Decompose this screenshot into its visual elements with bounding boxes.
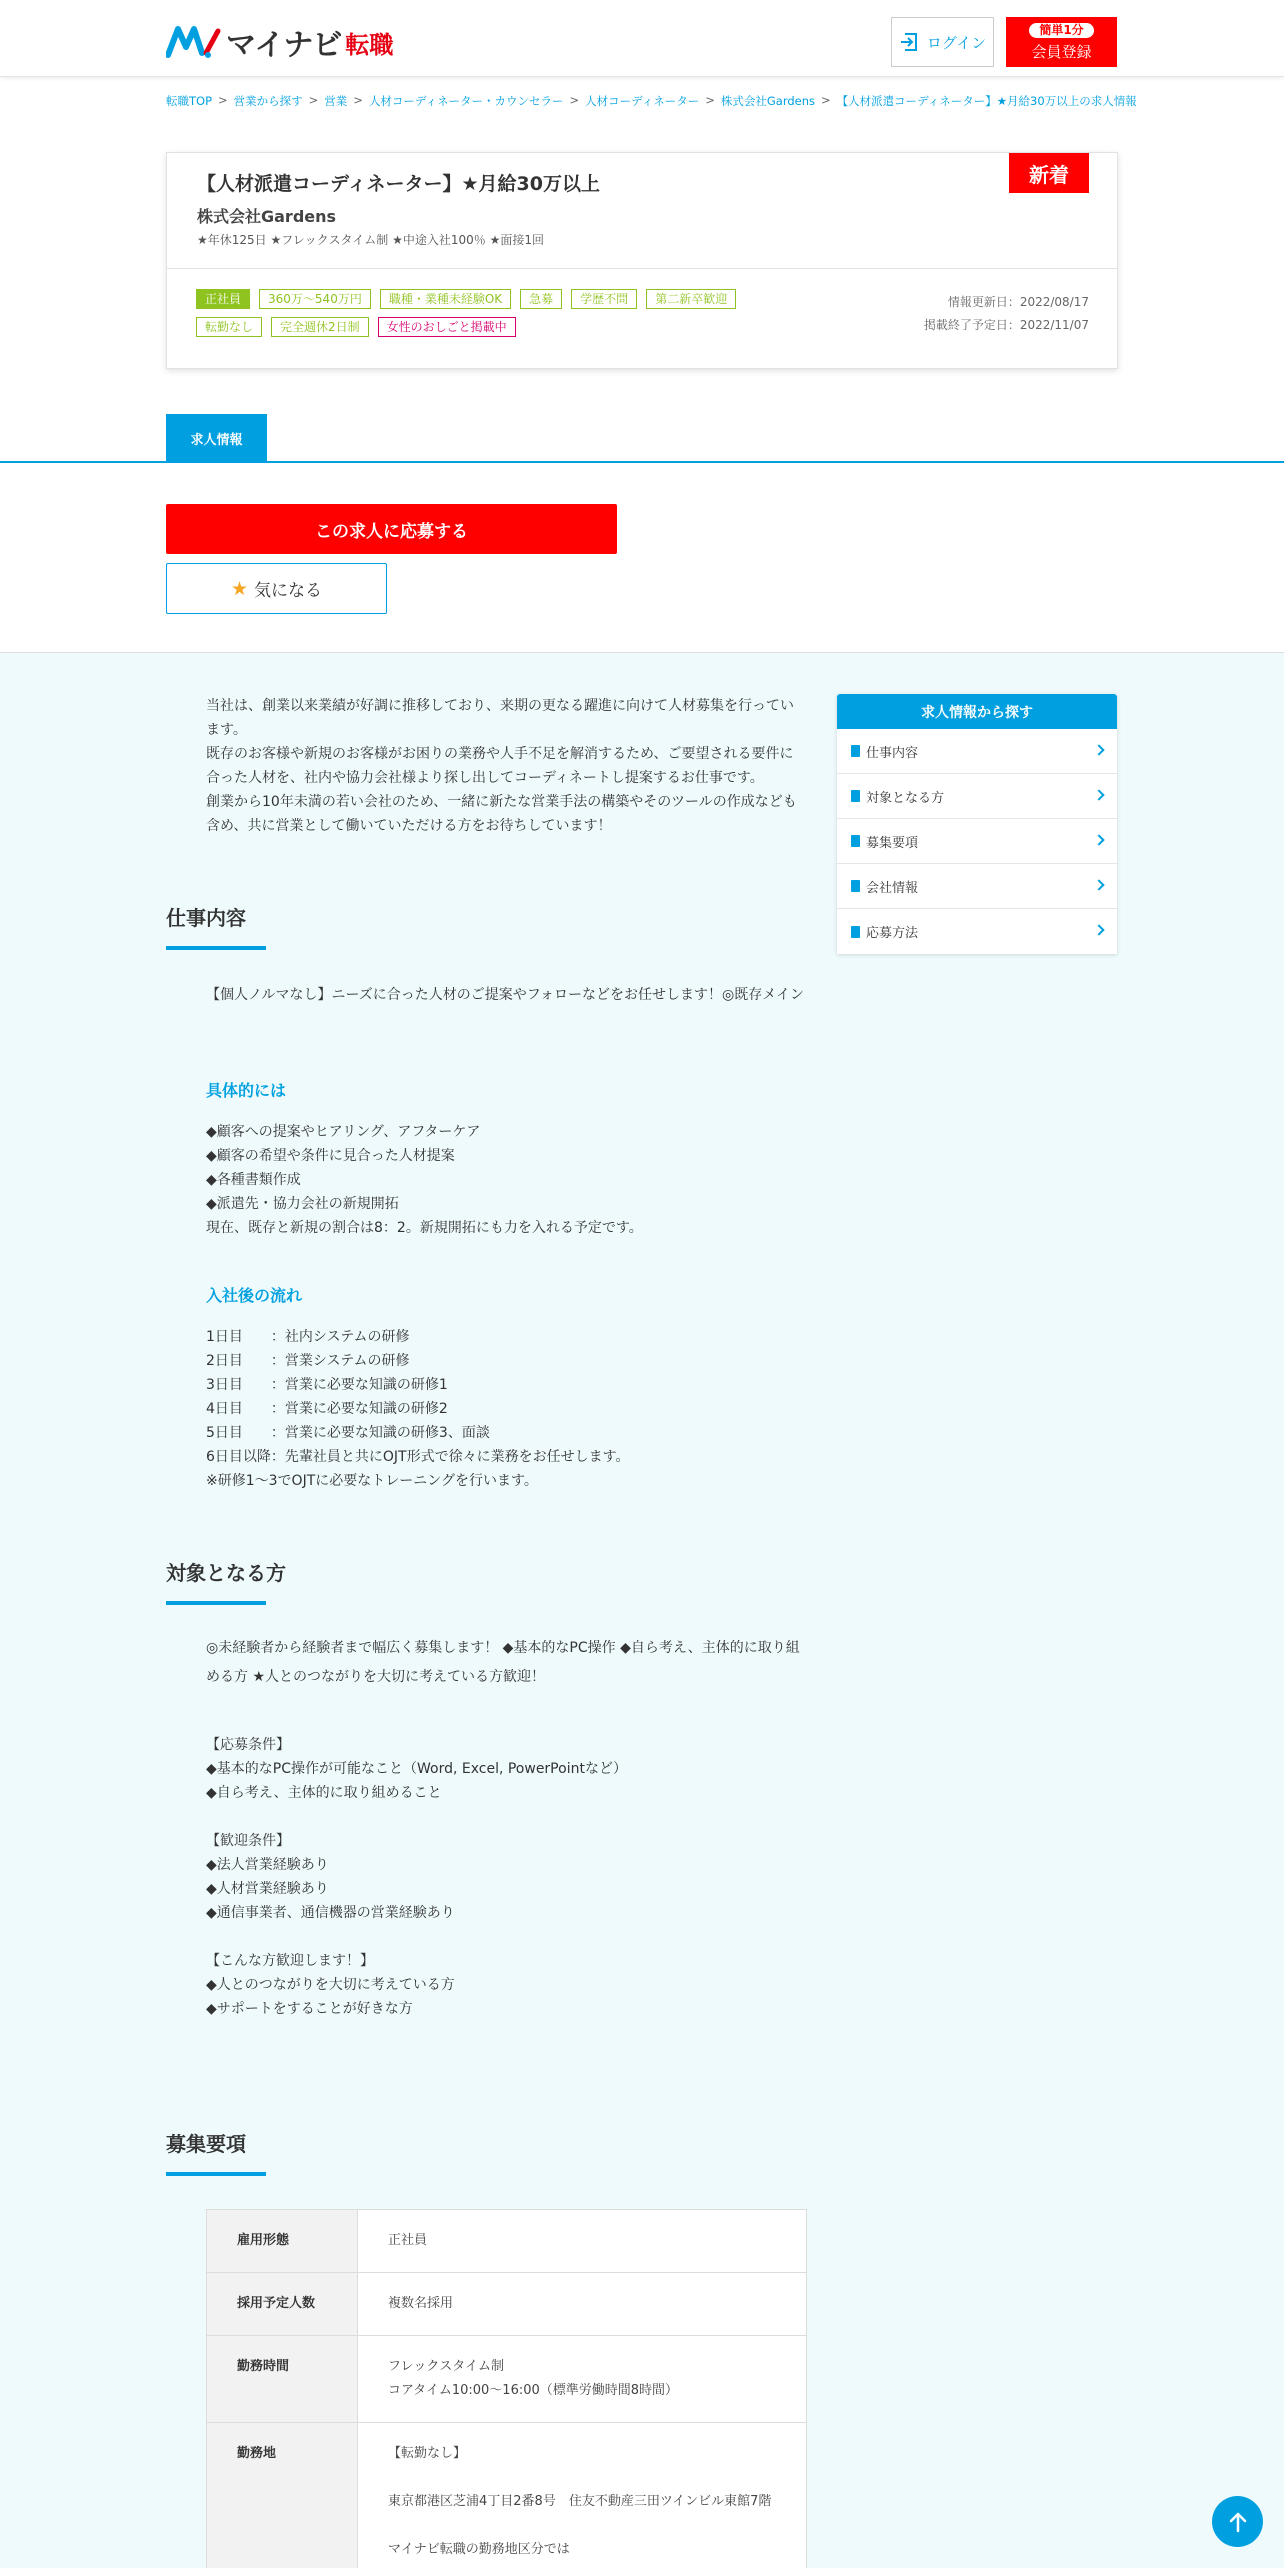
table-row: [207, 2423, 807, 2568]
document-icon: [851, 926, 860, 938]
target-list: [206, 1733, 806, 2021]
job-title: 【人材派遣コーディネーター】★月給30万以上: [197, 173, 600, 195]
flow-line: 1日目 ：社内システムの研修: [206, 1329, 410, 1345]
target-line: ◆基本的なPC操作が可能なこと（Word, Excel, PowerPointなど）: [206, 1761, 627, 1777]
detail-line: ◆顧客の希望や条件に見合った人材提案: [206, 1148, 455, 1164]
nav-item-job-content[interactable]: [837, 729, 1117, 774]
requirements-table: [206, 2209, 807, 2568]
tab-job-info[interactable]: 求人情報: [166, 414, 267, 462]
tab-underline: [0, 461, 1284, 463]
nav-item-label: 会社情報: [866, 880, 919, 896]
breadcrumb: 転職TOP > 営業から探す > 営業 > 人材コーディネーター・カウンセラー > 人材コーディネーター > 株式会社Gardens > 【人材派遣コーディネーター】★月給30万以上の求人情報: [166, 93, 1137, 108]
job-content-lead: 【個人ノルマなし】ニーズに合った人材のご提案やフォローなどをお任せします！◎既存メイン: [206, 987, 804, 1003]
breadcrumb-item[interactable]: 人材コーディネーター: [585, 94, 700, 108]
login-icon: [899, 32, 919, 52]
row-value: フレックスタイム制 コアタイム10:00～16:00（標準労働時間8時間）: [358, 2336, 807, 2423]
logo-text: マイナビ: [226, 28, 342, 63]
chevron-right-icon: [1093, 789, 1104, 800]
flow-line: ※研修1～3でOJTに必要なトレーニングを行います。: [206, 1473, 538, 1489]
table-row: [207, 2273, 807, 2336]
section-title-requirements: 募集要項: [166, 2132, 246, 2156]
tag-employment: 正社員: [196, 289, 250, 309]
target-line: 【こんな方歓迎します！】: [206, 1953, 374, 1969]
table-row: [207, 2336, 807, 2423]
site-header: [0, 0, 1284, 77]
nav-item-target[interactable]: [837, 774, 1117, 819]
login-button[interactable]: [891, 17, 994, 67]
end-date: 掲載終了予定日：2022/11/07: [923, 318, 1089, 332]
job-tags: [196, 289, 796, 337]
section-title-job-content: 仕事内容: [166, 906, 246, 930]
target-line: ◆自ら考え、主体的に取り組めること: [206, 1785, 442, 1801]
job-dates: [924, 291, 1089, 337]
detail-line: 現在、既存と新規の割合は8：2。新規開拓にも力を入れる予定です。: [206, 1220, 643, 1236]
document-icon: [851, 745, 860, 757]
logo-sub-text: 転職: [345, 30, 394, 59]
row-value: 複数名採用: [358, 2273, 807, 2336]
row-label: 勤務時間: [207, 2336, 358, 2423]
flow-line: 2日目 ：営業システムの研修: [206, 1353, 410, 1369]
nav-item-label: 募集要項: [866, 835, 919, 851]
section-title-target: 対象となる方: [166, 1561, 286, 1585]
nav-item-label: 仕事内容: [866, 745, 919, 761]
nav-title: 求人情報から探す: [837, 694, 1117, 729]
company-name: 株式会社Gardens: [197, 207, 337, 226]
chevron-right-icon: [1093, 879, 1104, 890]
arrow-up-icon: [1228, 2511, 1248, 2533]
document-icon: [851, 790, 860, 802]
breadcrumb-item[interactable]: 株式会社Gardens: [720, 94, 816, 108]
star-icon: ★: [230, 577, 249, 600]
tag-second-graduate: 第二新卒歓迎: [646, 289, 736, 309]
breadcrumb-item[interactable]: 人材コーディネーター・カウンセラー: [368, 94, 564, 108]
site-logo[interactable]: [166, 22, 393, 62]
tag-weekends-off: 完全週休2日制: [271, 317, 369, 337]
logo-mark-icon: [166, 23, 222, 61]
tag-education: 学歴不問: [571, 289, 637, 309]
new-badge: 新着: [1009, 153, 1089, 193]
document-icon: [851, 835, 860, 847]
row-label: 雇用形態: [207, 2210, 358, 2273]
chevron-right-icon: [1093, 834, 1104, 845]
section-underline: [166, 2172, 266, 2176]
flow-subtitle: 入社後の流れ: [206, 1286, 303, 1305]
tag-no-transfer: 転勤なし: [196, 317, 262, 337]
register-label: 会員登録: [1031, 42, 1092, 61]
breadcrumb-item[interactable]: 転職TOP: [166, 94, 213, 108]
row-value: 【転勤なし】 東京都港区芝浦4丁目2番8号 住友不動産三田ツインビル東館7階 マイナビ転職の勤務地区分では: [358, 2423, 807, 2568]
nav-item-requirements[interactable]: [837, 819, 1117, 864]
job-summary-card: [166, 152, 1118, 369]
nav-item-label: 対象となる方: [866, 790, 945, 806]
detail-line: ◆顧客への提案やヒアリング、アフターケア: [206, 1124, 481, 1140]
target-line: 【応募条件】: [206, 1737, 290, 1753]
detail-subtitle: 具体的には: [206, 1081, 287, 1100]
apply-button[interactable]: この求人に応募する: [166, 504, 617, 554]
nav-item-label: 応募方法: [866, 926, 919, 941]
target-line: [206, 1805, 806, 1829]
row-label: 採用予定人数: [207, 2273, 358, 2336]
row-value: 正社員: [358, 2210, 807, 2273]
target-line: ◆サポートをすることが好きな方: [206, 2001, 413, 2017]
job-catchphrase: ★年休125日 ★フレックスタイム制 ★中途入社100％ ★面接1回: [197, 233, 544, 247]
nav-item-how-to-apply[interactable]: [837, 909, 1117, 954]
favorite-label: 気になる: [254, 581, 323, 601]
breadcrumb-current: 【人材派遣コーディネーター】★月給30万以上の求人情報: [836, 94, 1137, 108]
chevron-right-icon: [1093, 744, 1104, 755]
intro-text: 当社は、創業以来業績が好調に推移しており、来期の更なる躍進に向けて人材募集を行っています。 既存のお客様や新規のお客様がお困りの業務や人手不足を解消するため、ご要望される要件に合った人材を、社内や協力会社様より探し出してコーディネートし提案するお仕事です。 創業から10年未満の若い会社のため、一緒に新たな営業手法の構築やそのツールの作成なども含め、共に営業として働いていただける方をお待ちしています！: [206, 698, 797, 834]
target-line: ◆人とのつながりを大切に考えている方: [206, 1977, 455, 1993]
flow-line: 6日目以降：先輩社員と共にOJT形式で徐々に業務をお任せします。: [206, 1449, 630, 1465]
target-line: 【歓迎条件】: [206, 1833, 290, 1849]
breadcrumb-item[interactable]: 営業から探す: [233, 94, 303, 108]
job-info-nav: [837, 694, 1117, 954]
flow-list: [206, 1325, 806, 1493]
flow-line: 4日目 ：営業に必要な知識の研修2: [206, 1401, 448, 1417]
section-underline: [166, 946, 266, 950]
updated-date: 情報更新日：2022/08/17: [947, 295, 1089, 309]
register-button[interactable]: [1006, 17, 1117, 67]
nav-item-company[interactable]: [837, 864, 1117, 909]
detail-list: [206, 1120, 806, 1240]
target-lead: ◎未経験者から経験者まで幅広く募集します！ ◆基本的なPC操作 ◆自ら考え、主体的に取り組める方 ★人とのつながりを大切に考えている方歓迎！: [206, 1640, 800, 1685]
flow-line: 5日目 ：営業に必要な知識の研修3、面談: [206, 1425, 490, 1441]
tag-salary: 360万～540万円: [259, 289, 371, 309]
chevron-right-icon: [1093, 924, 1104, 935]
target-line: ◆通信事業者、通信機器の営業経験あり: [206, 1905, 455, 1921]
row-label: 勤務地: [207, 2423, 358, 2568]
table-row: [207, 2210, 807, 2273]
flow-line: 3日目 ：営業に必要な知識の研修1: [206, 1377, 448, 1393]
target-line: [206, 1925, 806, 1949]
section-underline: [166, 1601, 266, 1605]
favorite-button[interactable]: [166, 563, 387, 614]
scroll-to-top-button[interactable]: [1212, 2496, 1263, 2547]
login-label: ログイン: [926, 33, 987, 52]
breadcrumb-item[interactable]: 営業: [324, 94, 348, 108]
tag-urgent: 急募: [520, 289, 562, 309]
document-icon: [851, 880, 860, 892]
tag-inexperienced-ok: 職種・業種未経験OK: [380, 289, 511, 309]
detail-line: ◆派遣先・協力会社の新規開拓: [206, 1196, 399, 1212]
target-line: ◆法人営業経験あり: [206, 1857, 329, 1873]
register-badge: 簡単1分: [1029, 23, 1093, 38]
target-line: ◆人材営業経験あり: [206, 1881, 329, 1897]
tag-women[interactable]: 女性のおしごと掲載中: [378, 317, 516, 337]
detail-line: ◆各種書類作成: [206, 1172, 301, 1188]
card-divider: [167, 268, 1117, 269]
